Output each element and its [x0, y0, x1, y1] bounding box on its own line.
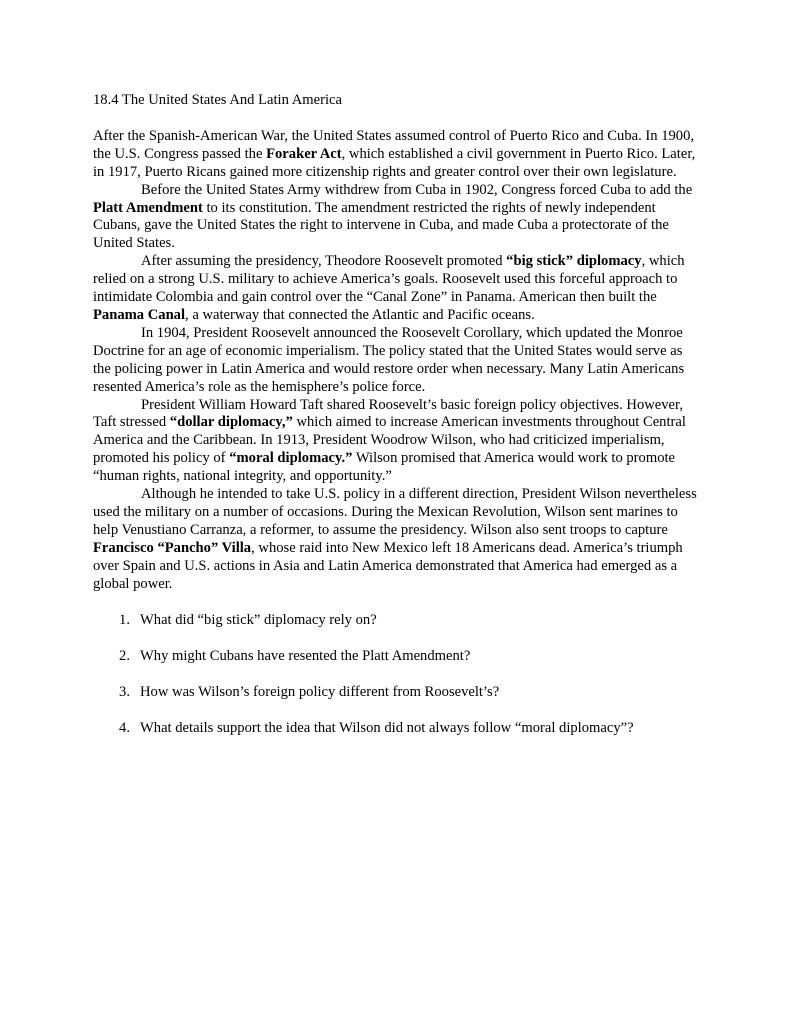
text-run: After the Spanish-American War, the United States assumed control of Puerto Rico and Cuba. In 1900, the U.S. Congress passed the [93, 127, 695, 162]
paragraph [93, 253, 703, 325]
question-number: 3. [119, 684, 130, 701]
paragraph [93, 325, 703, 397]
paragraph [93, 182, 703, 254]
body-text [93, 128, 703, 594]
question-number: 1. [119, 612, 130, 629]
bold-term: Foraker Act [266, 145, 342, 162]
bold-term: Platt Amendment [93, 199, 203, 216]
bold-term: Panama Canal [93, 306, 186, 323]
question-number: 2. [119, 648, 130, 665]
question-item [93, 612, 703, 630]
bold-term: “moral diplomacy.” [229, 450, 353, 467]
question-item [93, 684, 703, 702]
paragraph [93, 486, 703, 593]
text-run: which aimed to increase American investments throughout Central America and the Caribbean. In 1913, President Woodrow Wilson, who had criticized imperialism, promoted his policy of [93, 414, 686, 467]
question-item [93, 720, 703, 738]
text-run: Wilson promised that America would work to promote “human rights, national integrity, and opportunity.” [93, 450, 676, 485]
text-run: , a waterway that connected the Atlantic and Pacific oceans. [185, 306, 535, 323]
question-number: 4. [119, 720, 130, 737]
question-text: How was Wilson’s foreign policy different from Roosevelt’s? [140, 684, 500, 701]
text-run: to its constitution. The amendment restricted the rights of newly independent Cubans, gave the United States the right to intervene in Cuba, and made Cuba a protectorate of the United States. [93, 199, 669, 252]
paragraph [93, 128, 703, 182]
document-page [93, 92, 703, 756]
paragraph [93, 397, 703, 487]
bold-term: “dollar diplomacy,” [169, 414, 293, 431]
text-run: In 1904, President Roosevelt announced the Roosevelt Corollary, which updated the Monroe Doctrine for an age of economic imperialism. The policy stated that the United States would serve as the policing power in Latin America and would restore order when necessary. Many Latin Americans resented America’s role as the hemisphere’s police force. [93, 324, 685, 395]
question-text: Why might Cubans have resented the Platt Amendment? [140, 648, 471, 665]
question-text: What did “big stick” diplomacy rely on? [140, 612, 377, 629]
bold-term: “big stick” diplomacy [506, 253, 642, 270]
question-text: What details support the idea that Wilson did not always follow “moral diplomacy”? [140, 720, 634, 737]
question-list [93, 612, 703, 738]
question-item [93, 648, 703, 666]
text-run: After assuming the presidency, Theodore Roosevelt promoted [141, 253, 507, 270]
text-run: , which established a civil government in Puerto Rico. Later, in 1917, Puerto Ricans gained more citizenship rights and greater control over their own legislature. [93, 145, 696, 180]
text-run: President William Howard Taft shared Roosevelt’s basic foreign policy objectives. However, Taft stressed [93, 396, 683, 431]
text-run: , which relied on a strong U.S. military to achieve America’s goals. Roosevelt used this forceful approach to intimidate Colombia and gain control over the “Canal Zone” in Panama. American then built the [93, 253, 685, 306]
text-run: Although he intended to take U.S. policy in a different direction, President Wilson nevertheless used the military on a number of occasions. During the Mexican Revolution, Wilson sent marines to help Venustiano Carranza, a reformer, to assume the presidency. Wilson also sent troops to capture [93, 486, 697, 538]
text-run: Before the United States Army withdrew from Cuba in 1902, Congress forced Cuba to add the [141, 181, 693, 198]
document-title: 18.4 The United States And Latin America [93, 92, 342, 108]
bold-term: Francisco “Pancho” Villa [93, 539, 252, 556]
text-run: , whose raid into New Mexico left 18 Americans dead. America’s triumph over Spain and U.S. actions in Asia and Latin America demonstrated that America had emerged as a global power. [93, 539, 683, 592]
